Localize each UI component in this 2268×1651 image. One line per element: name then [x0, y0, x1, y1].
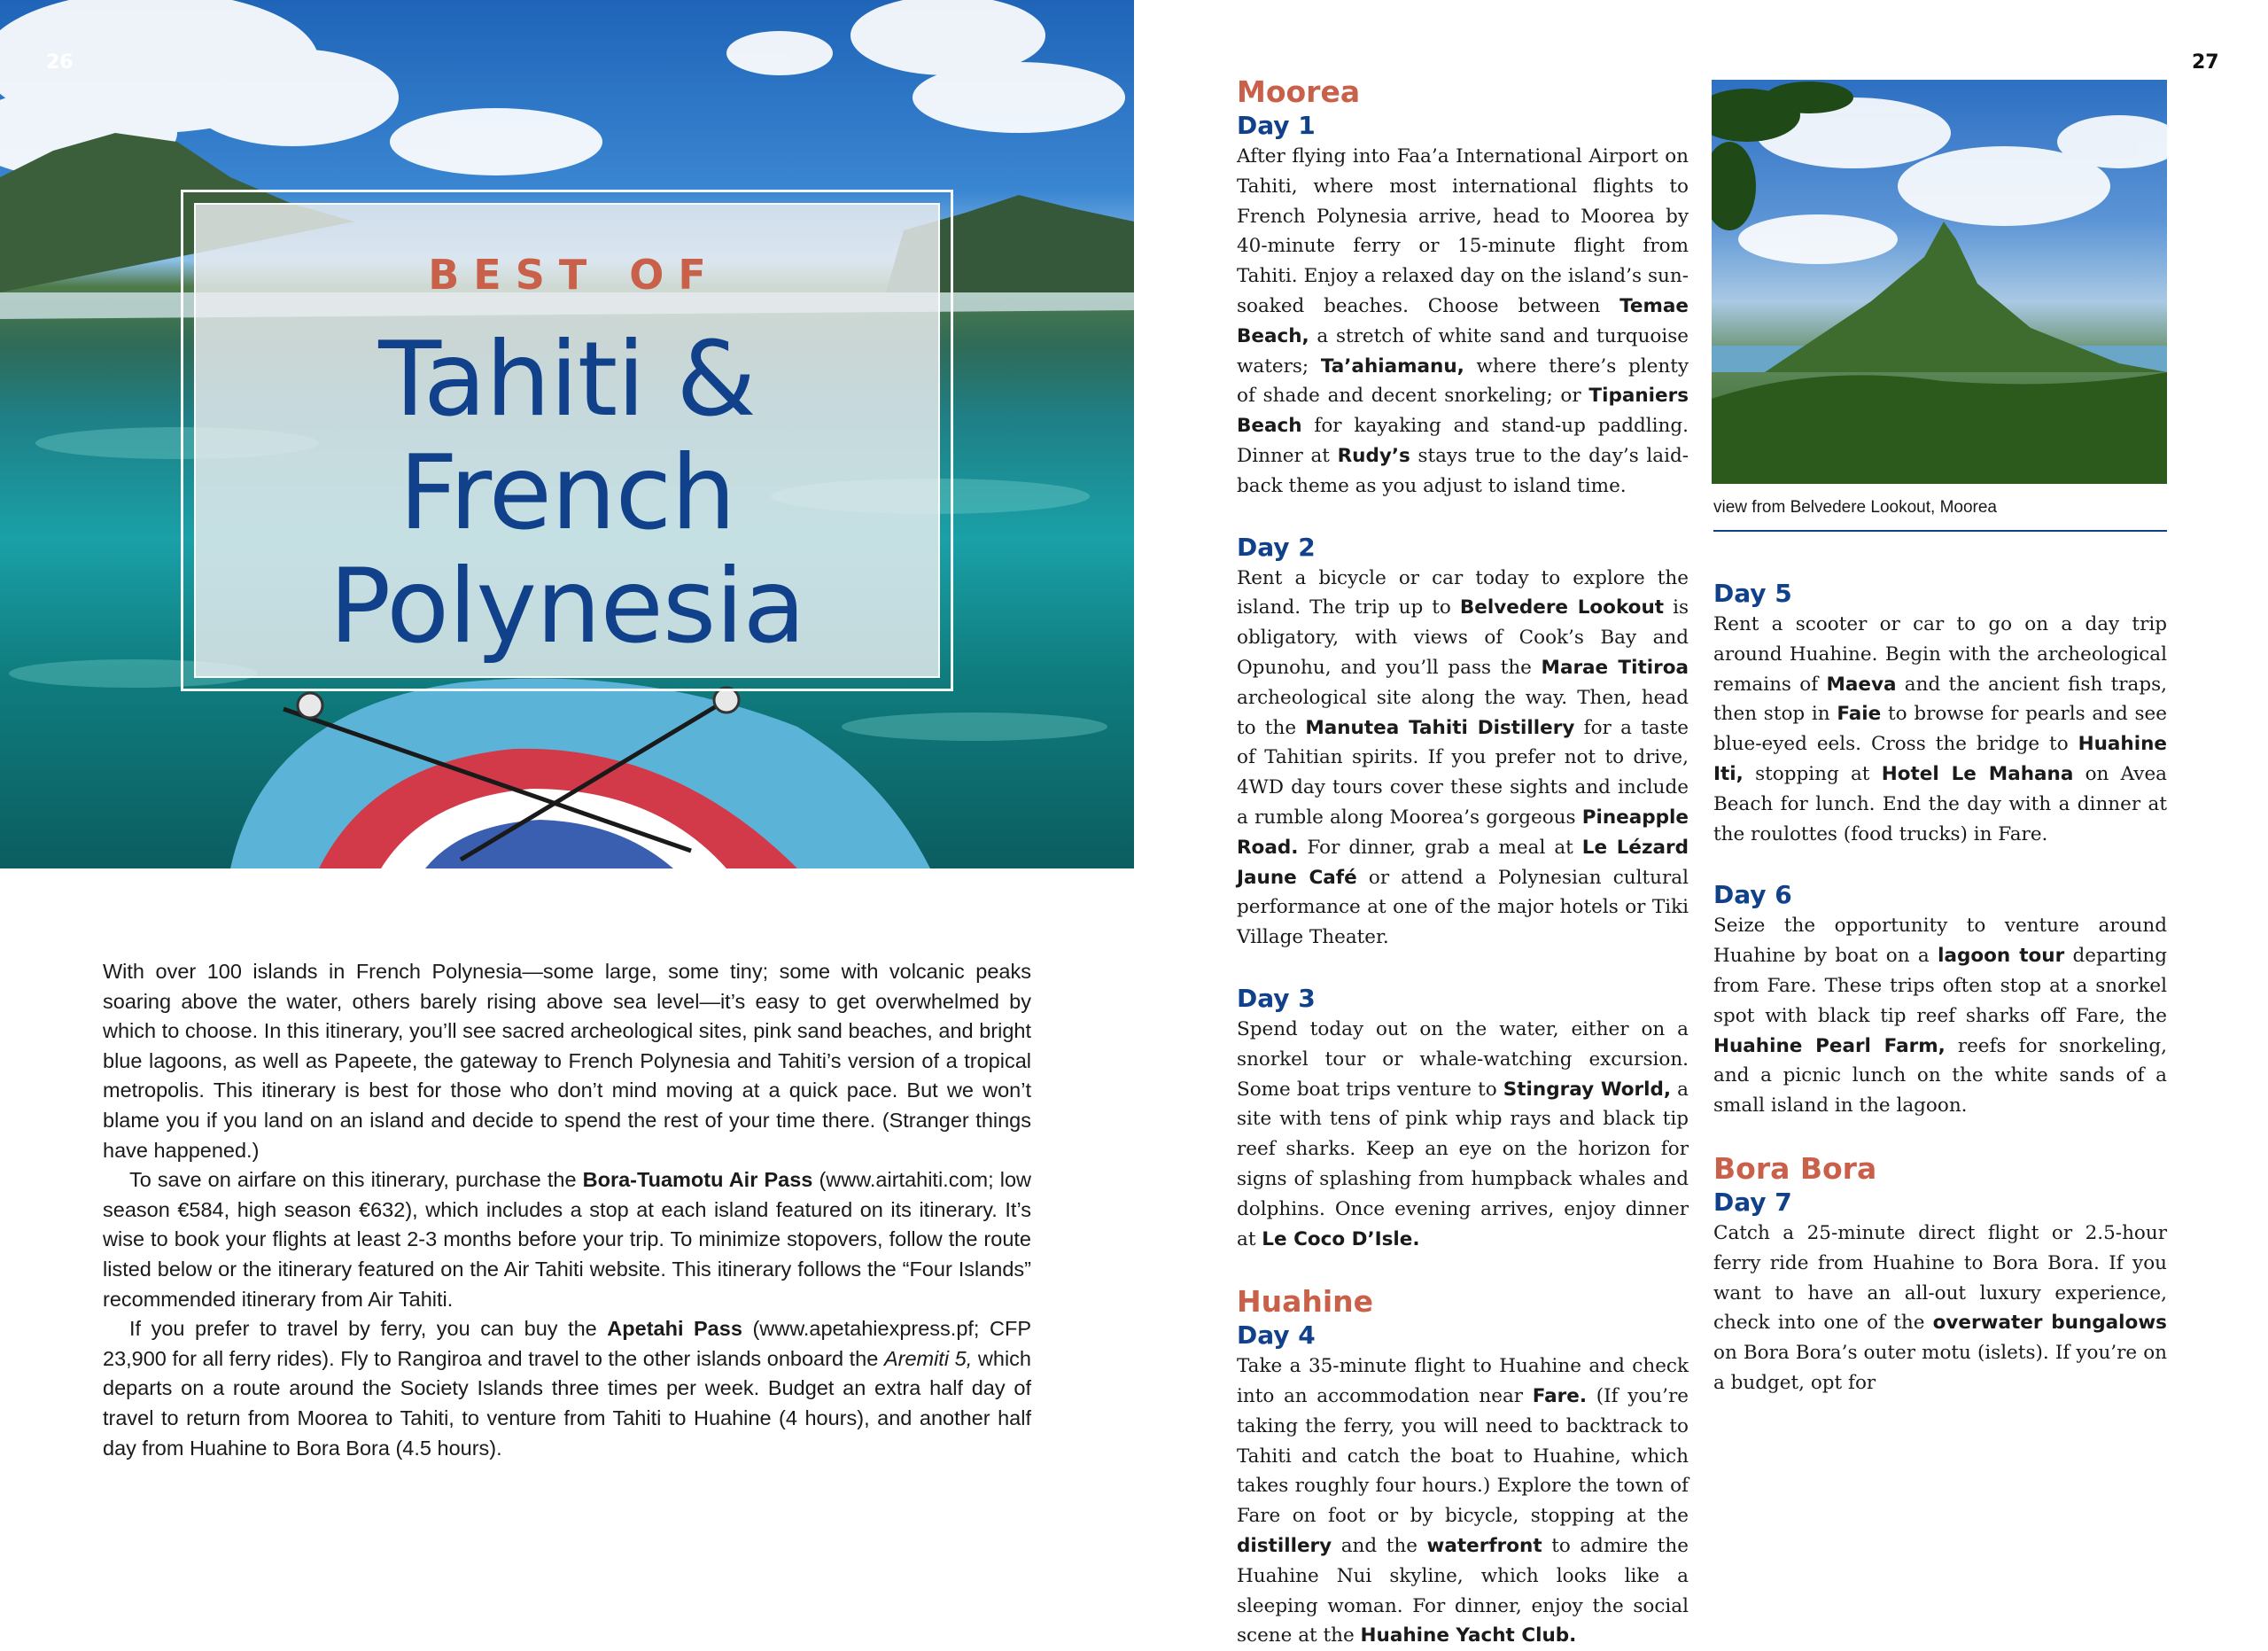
place-name: Ta’ahiamanu,: [1320, 354, 1464, 378]
text-run: Rent a bicycle or car today to explore the island. The trip up to: [1237, 566, 1689, 619]
text-run: to browse for pearls and see blue-eyed eels. Cross the bridge to: [1713, 703, 2167, 756]
region-heading-huahine: Huahine: [1237, 1284, 1374, 1320]
place-name: Marae Titiroa: [1541, 656, 1689, 679]
intro-paragraph-air-pass: [103, 1165, 1031, 1314]
day-3-text: [1237, 1015, 1689, 1254]
text-run: Catch a 25-minute direct flight or 2.5-hour ferry ride from Huahine to Bora Bora. If you want to have an all-out luxury experience, check into one of the: [1713, 1221, 2167, 1335]
text-run: or attend a Polynesian cultural performance at one of the major hotels or Tiki Village Theater.: [1237, 866, 1689, 949]
day-1-text: [1237, 142, 1689, 502]
title-line: Tahiti &: [378, 320, 756, 440]
belvedere-lookout-photo: [1712, 80, 2167, 484]
text-run: stopping at: [1743, 762, 1882, 785]
place-name: Hotel Le Mahana: [1881, 762, 2074, 785]
day-5-text: [1713, 610, 2167, 849]
text-run: To save on airfare on this itinerary, purchase the: [129, 1168, 583, 1192]
intro-paragraph-ferry: [103, 1314, 1031, 1463]
text-run: on Bora Bora’s outer motu (islets). If you’re on a budget, opt for: [1713, 1342, 2167, 1394]
text-run: a stretch of white sand and turquoise waters;: [1237, 324, 1689, 378]
text-run: After flying into Faa’a International Airport on Tahiti, where most international flights to French Polynesia arrive, head to Moorea by 40-minute ferry or 15-minute flight from Tahiti. Enjoy a relaxed day on the island’s sun-soaked beaches. Choose between: [1237, 145, 1689, 317]
text-run: Take a 35-minute flight to Huahine and check into an accommodation near: [1237, 1355, 1689, 1408]
text-run: and the ancient fish traps, then stop in: [1713, 673, 2167, 726]
text-run: which departs on a route around the Society Islands three times per week. Budget an extra half day of travel to return from Moorea to Tahiti, to venture from Tahiti to Huahine (4 hours), and another half day from Huahine to Bora Bora (4.5 hours).: [103, 1346, 1031, 1460]
main-title: [196, 320, 938, 666]
day-heading: Day 7: [1713, 1187, 1792, 1217]
place-name: Le Lézard Jaune Café: [1237, 836, 1689, 889]
day-heading: Day 5: [1713, 579, 1792, 608]
place-name: Stingray World,: [1503, 1078, 1672, 1101]
place-name: Faie: [1837, 703, 1882, 726]
region-heading-moorea: Moorea: [1237, 74, 1361, 109]
text-run: For dinner, grab a meal at: [1298, 836, 1582, 859]
day-heading: Day 3: [1237, 983, 1316, 1013]
photo-caption: view from Belvedere Lookout, Moorea: [1713, 496, 2167, 532]
intro-paragraph: With over 100 islands in French Polynesia—some large, some tiny; some with volcanic peaks soaring above the water, others barely rising above sea level—it’s easy to get overwhelmed by which to choose. In this itinerary, you’ll see sacred archeological sites, pink sand beaches, and bright blue lagoons, as well as Papeete, the gateway to French Polynesia and Tahiti’s version of a tropical metropolis. This itinerary is best for those who don’t mind moving at a quick pace. But we won’t blame you if you land on an island and decide to spend the rest of your time there. (Stranger things have happened.): [103, 960, 1031, 1162]
day-2-text: [1237, 564, 1689, 953]
text-run: (If you’re taking the ferry, you will need to backtrack to Tahiti and catch the boat to Huahine, which takes roughly four hours.) Explore the town of Fare on foot or by bicycle, stopping at the: [1237, 1385, 1689, 1528]
text-run: where there’s plenty of shade and decent snorkeling; or: [1237, 354, 1689, 408]
text-run: Spend today out on the water, either on a snorkel tour or whale-watching excursion. Some boat trips venture to: [1237, 1017, 1689, 1101]
place-name: Huahine Iti,: [1713, 733, 2167, 785]
text-run: archeological site along the way. Then, head to the: [1237, 686, 1689, 739]
place-name: Huahine Yacht Club.: [1360, 1624, 1577, 1647]
bora-tuamotu-air-pass-term: Bora-Tuamotu Air Pass: [582, 1168, 813, 1192]
mountain-view-illustration: [1712, 80, 2167, 484]
text-run: a site with tens of pink whip rays and black tip reef sharks. Keep an eye on the horizon for signs of splashing from humpback whales and dolphins. Once evening arrives, enjoy dinner at: [1237, 1078, 1689, 1250]
spacer: [1237, 1254, 1689, 1284]
title-box: [181, 190, 953, 691]
apetahi-pass-term: Apetahi Pass: [607, 1317, 742, 1341]
day-4-text: [1237, 1351, 1689, 1651]
text-run: to admire the Huahine Nui skyline, which looks like a sleeping woman. For dinner, enjoy the social scene at the: [1237, 1535, 1689, 1647]
text-run: Rent a scooter or car to go on a day trip around Huahine. Begin with the archeological remains of: [1713, 613, 2167, 696]
place-name: Temae Beach,: [1237, 294, 1689, 347]
place-name: Huahine Pearl Farm,: [1713, 1034, 1946, 1057]
text-run: Seize the opportunity to venture around Huahine by boat on a: [1713, 915, 2167, 968]
title-panel: [194, 203, 940, 678]
day-heading: Day 1: [1237, 111, 1316, 140]
place-name: lagoon tour: [1938, 945, 2065, 968]
place-name: Belvedere Lookout: [1459, 596, 1665, 619]
text-run: is obligatory, with views of Cook’s Bay and Opunohu, and you’ll pass the: [1237, 596, 1689, 679]
hero-photo: [0, 0, 1134, 868]
day-heading: Day 4: [1237, 1320, 1316, 1351]
best-of-kicker: BEST OF: [428, 251, 720, 299]
intro-text: [103, 957, 1031, 1463]
place-name: Le Coco D’Isle.: [1262, 1227, 1420, 1250]
text-run: (www.airtahiti.com; low season €584, high season €632), which includes a stop at each island featured on its itinerary. It’s wise to book your flights at least 2-3 months before your trip. To minimize stopovers, follow the route listed below or the itinerary featured on the Air Tahiti website. This itinerary follows the “Four Islands” recommended itinerary from Air Tahiti.: [103, 1168, 1032, 1311]
spacer: [1713, 553, 2167, 578]
title-line: Polynesia: [329, 547, 805, 666]
place-name: Tipaniers Beach: [1237, 385, 1689, 438]
place-name: Rudy’s: [1337, 444, 1410, 467]
place-name: waterfront: [1426, 1535, 1542, 1558]
day-6-text: [1713, 911, 2167, 1121]
itinerary-column-left: [1237, 74, 1689, 1651]
text-run: and the: [1332, 1535, 1427, 1558]
spacer: [1237, 953, 1689, 983]
region-heading-bora-bora: Bora Bora: [1713, 1150, 1877, 1186]
spacer: [1237, 502, 1689, 532]
place-name: overwater bungalows: [1932, 1312, 2167, 1335]
spacer: [1713, 849, 2167, 879]
page-number-left: 26: [46, 51, 74, 74]
text-run: If you prefer to travel by ferry, you can buy the: [129, 1317, 608, 1341]
place-name: Maeva: [1826, 673, 1897, 696]
place-name: distillery: [1237, 1535, 1332, 1558]
place-name: Pineapple Road.: [1237, 806, 1689, 859]
text-run: on Avea Beach for lunch. End the day with a dinner at the roulottes (food trucks) in Fare.: [1713, 762, 2167, 845]
text-run: reefs for snorkeling, and a picnic lunch on the white sands of a small island in the lagoon.: [1713, 1034, 2167, 1118]
title-line: French: [399, 433, 735, 553]
text-run: for kayaking and stand-up paddling. Dinner at: [1237, 415, 1689, 467]
text-run: for a taste of Tahitian spirits. If you prefer not to drive, 4WD day tours cover these sights and include a rumble along Moorea’s gorgeous: [1237, 716, 1689, 829]
spacer: [1713, 1121, 2167, 1151]
place-name: Manutea Tahiti Distillery: [1305, 716, 1575, 739]
place-name: Fare.: [1532, 1385, 1588, 1408]
day-heading: Day 2: [1237, 532, 1316, 562]
text-run: departing from Fare. These trips often stop at a snorkel spot with black tip reef sharks off Fare, the: [1713, 945, 2167, 1027]
day-heading: Day 6: [1713, 880, 1792, 910]
text-run: stays true to the day’s laid-back theme as you adjust to island time.: [1237, 444, 1689, 497]
text-run: (www.apetahiexpress.pf; CFP 23,900 for all ferry rides). Fly to Rangiroa and travel to the other islands onboard the: [103, 1317, 1031, 1370]
itinerary-column-right: [1713, 553, 2167, 1398]
day-7-text: [1713, 1219, 2167, 1398]
page-number-right: 27: [2192, 51, 2219, 74]
aremiti-5-term: Aremiti 5,: [883, 1346, 973, 1370]
